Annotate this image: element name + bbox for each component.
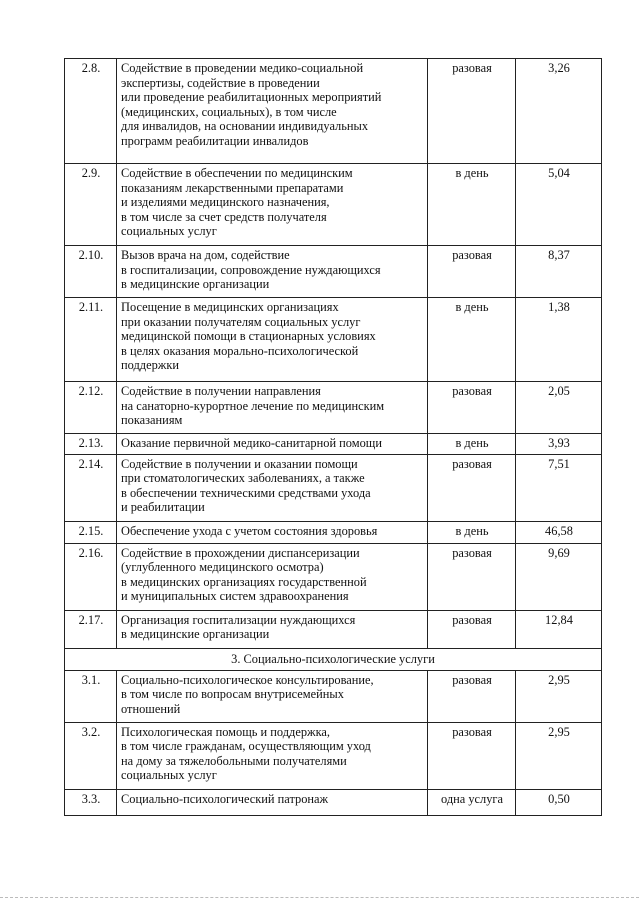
section-heading-row: [65, 648, 602, 670]
row-number: 3.3.: [65, 789, 117, 815]
service-name: Содействие в проведении медико-социальной экспертизы, содействие в проведении или проведение реабилитационных мероприятий (медицинских, социальных), в том числе для инвалидов, на основании индивидуальных программ реабилитации инвалидов: [117, 59, 428, 164]
service-price: 12,84: [516, 610, 602, 648]
service-unit: разовая: [428, 670, 516, 722]
service-name: Обеспечение ухода с учетом состояния здоровья: [117, 521, 428, 543]
row-number: 3.2.: [65, 722, 117, 789]
table-row: [65, 670, 602, 722]
services-table: [64, 58, 602, 816]
service-name: Содействие в прохождении диспансеризации (углубленного медицинского осмотра) в медицинских организациях государственной и муниципальных систем здравоохранения: [117, 543, 428, 610]
service-unit: в день: [428, 434, 516, 455]
service-name: Организация госпитализации нуждающихся в медицинские организации: [117, 610, 428, 648]
table-row: [65, 382, 602, 434]
service-name: Оказание первичной медико-санитарной помощи: [117, 434, 428, 455]
service-name: Социально-психологическое консультирование, в том числе по вопросам внутрисемейных отношений: [117, 670, 428, 722]
row-number: 2.14.: [65, 454, 117, 521]
service-name: Посещение в медицинских организациях при оказании получателям социальных услуг медицинской помощи в стационарных условиях в целях оказания морально-психологической поддержки: [117, 298, 428, 382]
table-row: [65, 298, 602, 382]
table-row: [65, 454, 602, 521]
service-price: 1,38: [516, 298, 602, 382]
service-unit: разовая: [428, 722, 516, 789]
page-bottom-divider: [0, 897, 639, 899]
service-name: Содействие в получении и оказании помощи при стоматологических заболеваниях, а также в обеспечении техническими средствами ухода и реабилитации: [117, 454, 428, 521]
service-unit: в день: [428, 298, 516, 382]
section-3-body: [65, 648, 602, 815]
service-unit: разовая: [428, 543, 516, 610]
row-number: 2.17.: [65, 610, 117, 648]
table-row: [65, 521, 602, 543]
row-number: 2.10.: [65, 246, 117, 298]
service-name: Содействие в получении направления на санаторно-курортное лечение по медицинским показаниям: [117, 382, 428, 434]
row-number: 2.16.: [65, 543, 117, 610]
service-unit: разовая: [428, 610, 516, 648]
table-row: [65, 59, 602, 164]
service-price: 2,05: [516, 382, 602, 434]
row-number: 2.8.: [65, 59, 117, 164]
table-row: [65, 789, 602, 815]
row-number: 2.9.: [65, 164, 117, 246]
row-number: 2.15.: [65, 521, 117, 543]
service-unit: разовая: [428, 59, 516, 164]
section-title: 3. Социально-психологические услуги: [65, 648, 602, 670]
service-unit: в день: [428, 164, 516, 246]
service-name: Психологическая помощь и поддержка, в том числе гражданам, осуществляющим уход на дому за тяжелобольными получателями социальных услуг: [117, 722, 428, 789]
service-unit: в день: [428, 521, 516, 543]
service-price: 46,58: [516, 521, 602, 543]
row-number: 2.13.: [65, 434, 117, 455]
service-price: 3,26: [516, 59, 602, 164]
table-row: [65, 543, 602, 610]
service-price: 9,69: [516, 543, 602, 610]
row-number: 3.1.: [65, 670, 117, 722]
service-price: 7,51: [516, 454, 602, 521]
service-name: Вызов врача на дом, содействие в госпитализации, сопровождение нуждающихся в медицинские организации: [117, 246, 428, 298]
service-price: 0,50: [516, 789, 602, 815]
service-unit: разовая: [428, 382, 516, 434]
service-name: Содействие в обеспечении по медицинским показаниям лекарственными препаратами и изделиями медицинского назначения, в том числе за счет средств получателя социальных услуг: [117, 164, 428, 246]
service-price: 3,93: [516, 434, 602, 455]
table-row: [65, 610, 602, 648]
table-row: [65, 434, 602, 455]
service-unit: одна услуга: [428, 789, 516, 815]
service-unit: разовая: [428, 454, 516, 521]
service-price: 2,95: [516, 722, 602, 789]
service-price: 5,04: [516, 164, 602, 246]
table-row: [65, 164, 602, 246]
service-unit: разовая: [428, 246, 516, 298]
table-row: [65, 246, 602, 298]
service-price: 8,37: [516, 246, 602, 298]
section-2-body: [65, 59, 602, 649]
row-number: 2.12.: [65, 382, 117, 434]
service-name: Социально-психологический патронаж: [117, 789, 428, 815]
row-number: 2.11.: [65, 298, 117, 382]
service-price: 2,95: [516, 670, 602, 722]
table-row: [65, 722, 602, 789]
